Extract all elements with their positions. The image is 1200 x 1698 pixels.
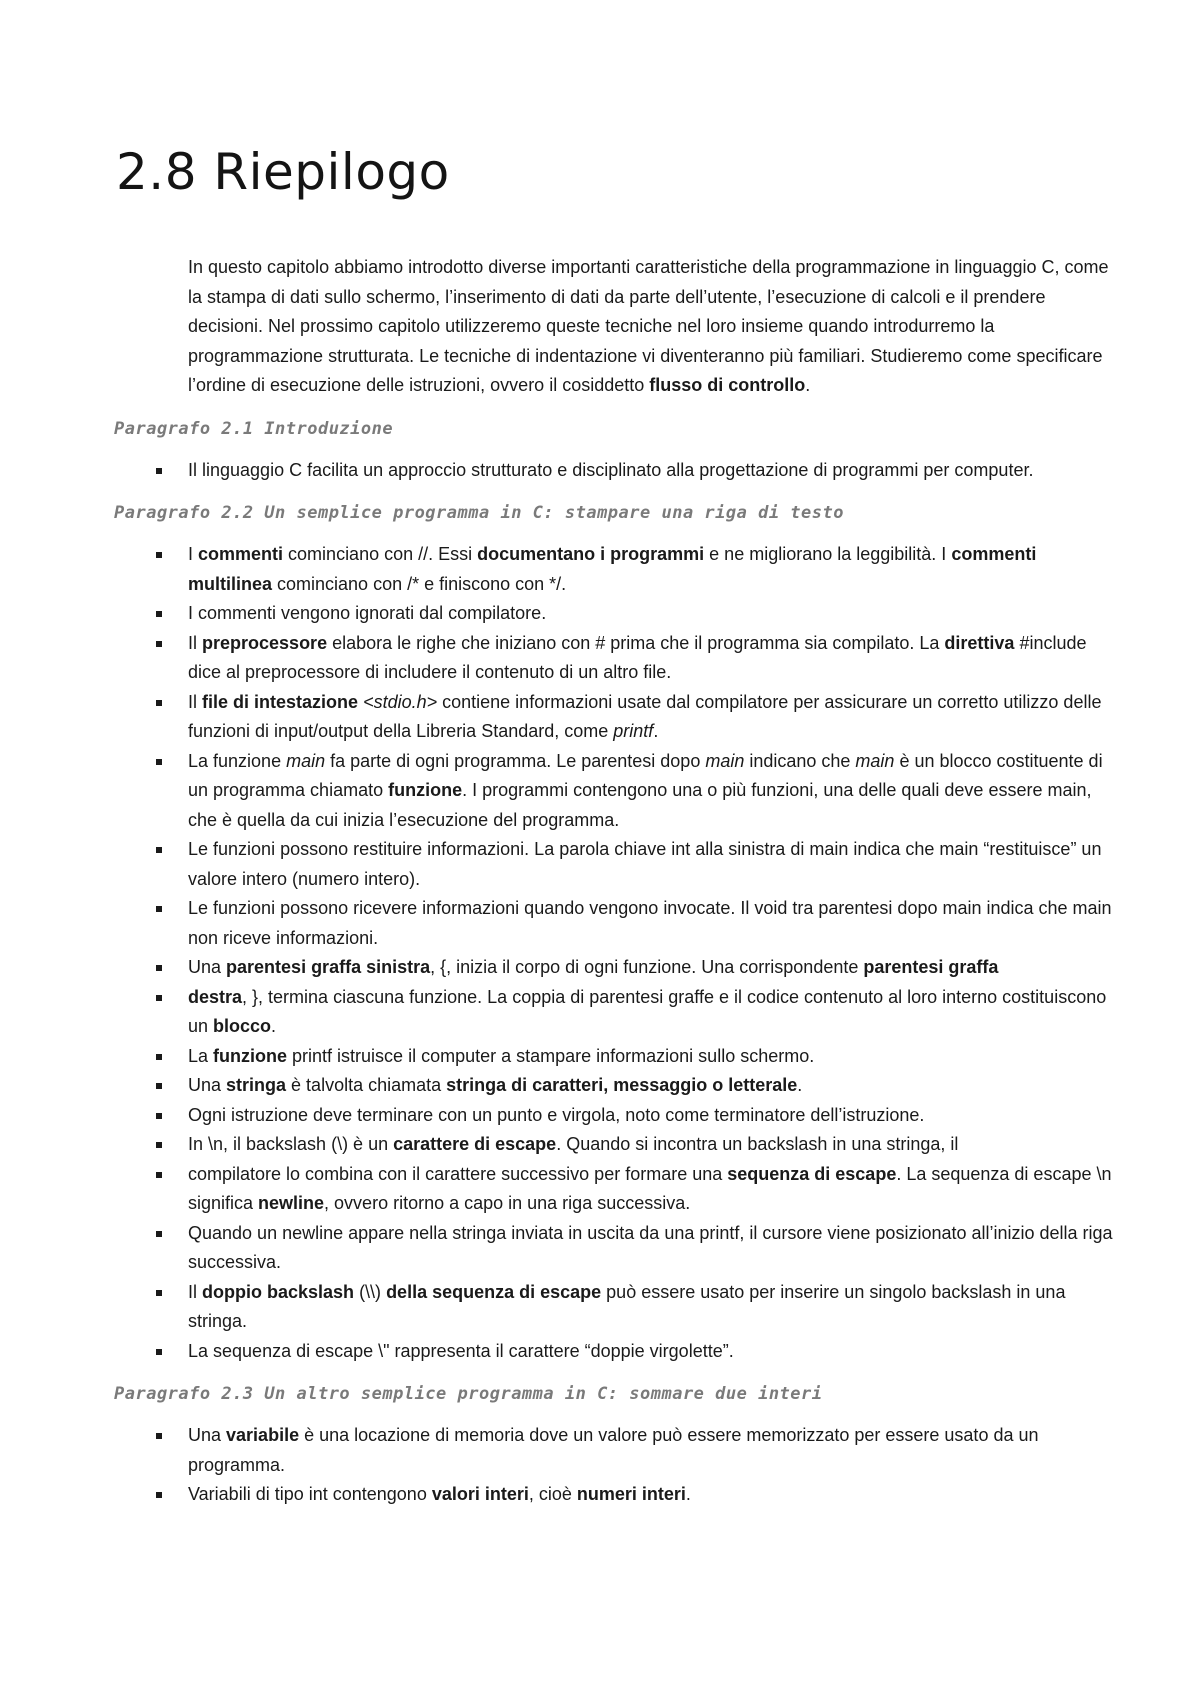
item-text: può essere usato per inserire un singolo backslash in una stringa. [188,1281,1066,1331]
section-heading-2-3: Paragrafo 2.3 Un altro semplice programma in C: sommare due interi [114,1384,823,1404]
item-bold-term: destra [188,986,243,1007]
list-item [188,835,1114,894]
item-text: . Quando si incontra un backslash in una stringa, il [556,1134,959,1154]
bullet-list-2-2 [114,540,1114,1366]
bullet-icon [156,468,162,474]
item-text: Le funzioni possono restituire informazioni. La parola chiave int alla sinistra di main indica che main “restituisce” un valore intero (numero intero). [188,839,1102,889]
intro-text: In questo capitolo abbiamo introdotto diverse importanti caratteristiche della programmazione in linguaggio C, come la stampa di dati sullo schermo, l’inserimento di dati da parte dell’utente, l’esecuzione di calcoli e il prendere decisioni. Nel prossimo capitolo utilizzeremo queste tecniche nel loro insieme quando introdurremo la programmazione strutturata. Le tecniche di indentazione vi diventeranno più familiari. Studieremo come specificare l’ordine di esecuzione delle istruzioni, ovvero il cosiddetto [188,257,1109,395]
item-text: printf istruisce il computer a stampare informazioni sullo schermo. [287,1045,815,1066]
list-item [188,688,1114,747]
item-text: I commenti vengono ignorati dal compilatore. [188,603,547,623]
item-italic-term: <stdio.h> [363,691,438,712]
item-text: cominciano con /* e finiscono con */. [272,573,567,594]
item-text: fa parte di ogni programma. Le parentesi dopo [325,750,706,771]
item-text: Variabili di tipo int contengono [188,1484,432,1504]
bullet-icon [156,552,162,558]
list-item [188,1130,1114,1160]
bullet-icon [156,611,162,617]
list-item [188,599,1114,629]
intro-text-end: . [805,375,811,395]
page-title: 2.8 Riepilogo [116,143,450,201]
bullet-icon [156,1349,162,1355]
item-text: Il [188,691,203,712]
list-item [188,983,1114,1042]
list-item [188,1219,1114,1278]
item-bold-term: parentesi graffa sinistra [226,957,431,977]
list-item [188,747,1114,836]
list-item [188,953,1114,983]
item-text: . [653,721,659,741]
bullet-icon [156,965,162,971]
bullet-icon [156,641,162,647]
item-bold-term: funzione [388,780,463,800]
bullet-icon [156,1054,162,1060]
list-item [188,1480,1114,1510]
list-item [188,629,1114,688]
item-text: . [685,1484,691,1504]
item-text: Le funzioni possono ricevere informazioni quando vengono invocate. Il void tra parentesi dopo main indica che main non riceve informazioni. [188,898,1112,948]
item-bold-term: sequenza di escape [727,1163,897,1184]
bullet-icon [156,847,162,853]
bullet-icon [156,1113,162,1119]
item-text: . [797,1075,803,1095]
item-text: Il linguaggio C facilita un approccio strutturato e disciplinato alla progettazione di programmi per computer. [188,459,1034,480]
item-bold-term: valori interi [431,1484,529,1504]
item-text: e ne migliorano la leggibilità. I [704,544,952,564]
item-text: La [188,1045,214,1066]
item-bold-term: documentano i programmi [477,544,705,564]
list-item [188,1071,1114,1101]
item-text: #include dice al preprocessore di includere il contenuto di un altro file. [188,632,1087,682]
bullet-icon [156,995,162,1001]
bullet-icon [156,1142,162,1148]
section-heading-2-1: Paragrafo 2.1 Introduzione [114,418,394,439]
item-text: Il [188,1281,203,1302]
item-text: , ovvero ritorno a capo in una riga successiva. [324,1193,691,1213]
item-text: La funzione [188,750,287,771]
item-bold-term: variabile [226,1425,300,1445]
list-item [188,1421,1114,1480]
item-bold-term: newline [258,1193,325,1213]
item-bold-term: commenti multilinea [188,544,1037,594]
list-item [188,456,1114,486]
item-text: , }, termina ciascuna funzione. La coppia di parentesi graffe e il codice contenuto al loro interno costituiscono un [188,986,1107,1036]
item-bold-term: commenti [198,544,284,564]
list-item [188,1101,1114,1131]
item-text: , cioè [528,1484,577,1504]
item-text: elabora le righe che iniziano con # prima che il programma sia compilato. La [327,632,945,653]
item-text: Una [188,1075,227,1095]
bullet-icon [156,1083,162,1089]
item-text: compilatore lo combina con il carattere successivo per formare una [188,1163,728,1184]
item-text: contiene informazioni usate dal compilatore per assicurare un corretto utilizzo delle funzioni di input/output della Libreria Standard, come [188,691,1102,741]
item-text: cominciano con //. Essi [283,544,478,564]
bullet-icon [156,1290,162,1296]
item-text: è una locazione di memoria dove un valore può essere memorizzato per essere usato da un programma. [188,1425,1039,1475]
item-text: In \n, il backslash (\) è un [188,1134,394,1154]
item-text: , {, inizia il corpo di ogni funzione. Una corrispondente [430,957,864,977]
item-bold-term: preprocessore [202,632,328,653]
list-item [188,894,1114,953]
bullet-icon [156,759,162,765]
bullet-icon [156,700,162,706]
item-text: Quando un newline appare nella stringa inviata in uscita da una printf, il cursore viene posizionato all’inizio della riga successiva. [188,1222,1113,1272]
item-text: è un blocco costituente di un programma chiamato [188,750,1103,800]
item-text: I [188,544,199,564]
item-bold-term: della sequenza di escape [386,1281,602,1302]
item-text: . [271,1016,277,1036]
list-item [188,1337,1114,1367]
section-heading-2-2: Paragrafo 2.2 Un semplice programma in C: stampare una riga di testo [114,503,844,523]
bullet-icon [156,1433,162,1439]
item-bold-term: carattere di escape [393,1134,557,1154]
list-item [188,1160,1114,1219]
list-item [188,540,1114,599]
item-bold-term: blocco [213,1016,272,1036]
bullet-icon [156,1492,162,1498]
list-item [188,1042,1114,1072]
bullet-list-2-1 [114,456,1114,486]
item-bold-term: stringa [226,1075,287,1095]
item-text: La sequenza di escape \" rappresenta il carattere “doppie virgolette”. [188,1340,734,1361]
item-text: Il [188,632,203,653]
item-italic-term: main [286,750,326,771]
document-body [114,253,1114,1510]
item-text: Una [188,1425,227,1445]
intro-paragraph [188,253,1114,401]
item-bold-term: direttiva [944,632,1015,653]
item-bold-term: funzione [213,1045,288,1066]
item-bold-term: numeri interi [576,1484,686,1504]
item-italic-term: main [705,750,745,771]
item-text: è talvolta chiamata [286,1075,447,1095]
item-text: Una [188,957,227,977]
item-italic-term: printf [613,721,654,741]
intro-bold-term: flusso di controllo [649,375,806,395]
item-text: (\\) [354,1281,387,1302]
item-bold-term: stringa di caratteri, messaggio o letterale [446,1075,798,1095]
item-text: . La sequenza di escape \n significa [188,1163,1112,1213]
item-text: indicano che [744,750,856,771]
item-italic-term: main [855,750,895,771]
bullet-icon [156,1231,162,1237]
bullet-icon [156,906,162,912]
item-bold-term: doppio backslash [202,1281,355,1302]
bullet-list-2-3 [114,1421,1114,1510]
item-text: Ogni istruzione deve terminare con un punto e virgola, noto come terminatore dell’istruzione. [188,1104,925,1125]
item-text: . I programmi contengono una o più funzioni, una delle quali deve essere main, che è quella da cui inizia l’esecuzione del programma. [188,780,1092,830]
item-bold-term: file di intestazione [202,691,359,712]
list-item [188,1278,1114,1337]
item-bold-term: parentesi graffa [863,957,999,977]
bullet-icon [156,1172,162,1178]
